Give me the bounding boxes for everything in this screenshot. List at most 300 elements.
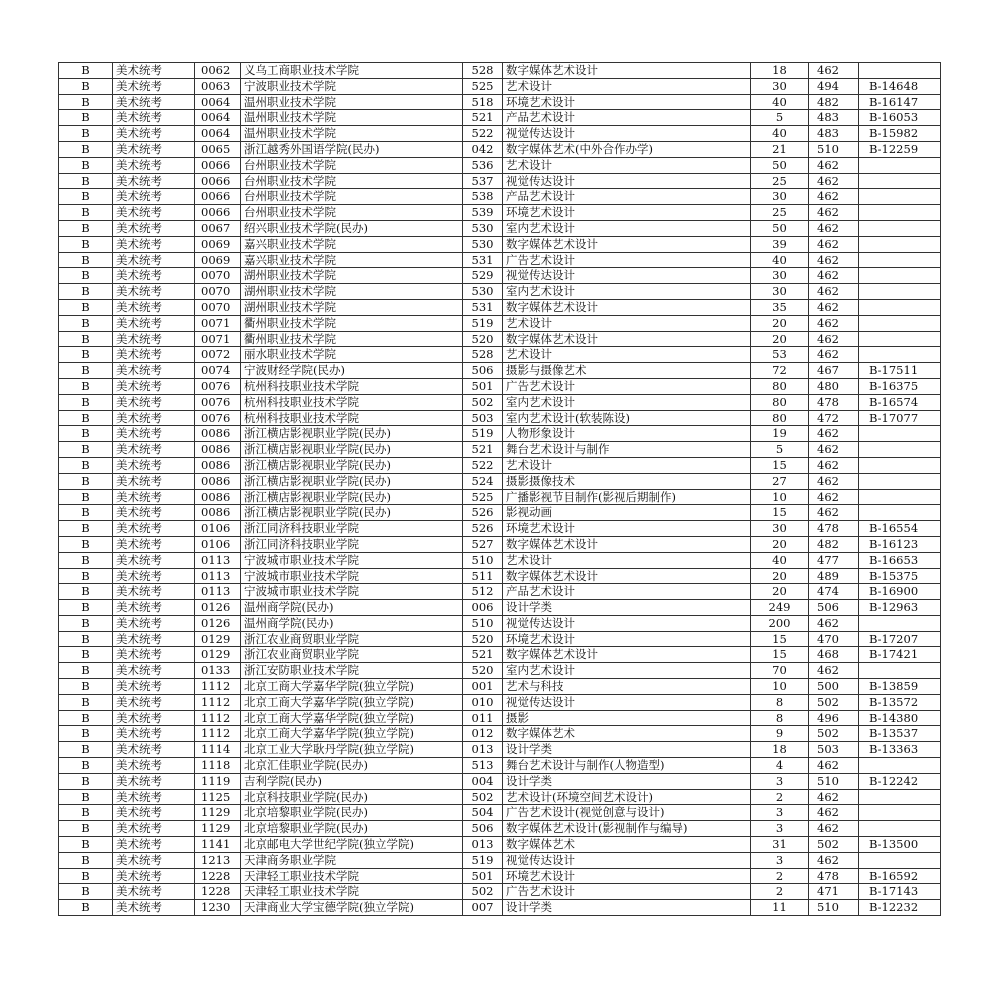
plan-count-cell: 5 — [751, 442, 809, 458]
school-code-cell: 0133 — [195, 663, 241, 679]
major-name-cell: 艺术与科技 — [503, 679, 751, 695]
category-cell: 美术统考 — [113, 868, 195, 884]
category-cell: 美术统考 — [113, 884, 195, 900]
category-cell: 美术统考 — [113, 789, 195, 805]
plan-count-cell: 20 — [751, 331, 809, 347]
admission-table-sheet — [58, 62, 940, 916]
min-score-cell: 462 — [809, 347, 859, 363]
table-row — [59, 410, 941, 426]
school-code-cell: 1112 — [195, 710, 241, 726]
category-cell: 美术统考 — [113, 536, 195, 552]
table-row — [59, 110, 941, 126]
major-code-cell: 013 — [463, 742, 503, 758]
major-code-cell: 511 — [463, 568, 503, 584]
school-name-cell: 天津轻工职业技术学院 — [241, 868, 463, 884]
category-cell: 美术统考 — [113, 457, 195, 473]
major-code-cell: 530 — [463, 220, 503, 236]
batch-cell: B — [59, 331, 113, 347]
school-name-cell: 北京邮电大学世纪学院(独立学院) — [241, 837, 463, 853]
plan-count-cell: 10 — [751, 489, 809, 505]
batch-cell: B — [59, 789, 113, 805]
batch-cell: B — [59, 884, 113, 900]
batch-cell: B — [59, 568, 113, 584]
school-code-cell: 0126 — [195, 600, 241, 616]
school-code-cell: 0113 — [195, 584, 241, 600]
rank-cell: B-12242 — [859, 773, 941, 789]
category-cell: 美术统考 — [113, 394, 195, 410]
rank-cell — [859, 426, 941, 442]
school-code-cell: 1228 — [195, 884, 241, 900]
plan-count-cell: 18 — [751, 742, 809, 758]
plan-count-cell: 80 — [751, 378, 809, 394]
major-code-cell: 001 — [463, 679, 503, 695]
major-code-cell: 527 — [463, 536, 503, 552]
min-score-cell: 472 — [809, 410, 859, 426]
category-cell: 美术统考 — [113, 837, 195, 853]
batch-cell: B — [59, 457, 113, 473]
plan-count-cell: 19 — [751, 426, 809, 442]
school-code-cell: 0086 — [195, 426, 241, 442]
major-name-cell: 数字媒体艺术设计 — [503, 299, 751, 315]
rank-cell — [859, 615, 941, 631]
rank-cell — [859, 63, 941, 79]
school-code-cell: 1119 — [195, 773, 241, 789]
rank-cell: B-13500 — [859, 837, 941, 853]
category-cell: 美术统考 — [113, 315, 195, 331]
min-score-cell: 480 — [809, 378, 859, 394]
major-code-cell: 536 — [463, 157, 503, 173]
major-code-cell: 510 — [463, 552, 503, 568]
category-cell: 美术统考 — [113, 821, 195, 837]
school-name-cell: 天津商务职业学院 — [241, 852, 463, 868]
major-code-cell: 006 — [463, 600, 503, 616]
category-cell: 美术统考 — [113, 600, 195, 616]
category-cell: 美术统考 — [113, 299, 195, 315]
school-code-cell: 0129 — [195, 631, 241, 647]
category-cell: 美术统考 — [113, 805, 195, 821]
table-row — [59, 694, 941, 710]
school-name-cell: 浙江横店影视职业学院(民办) — [241, 473, 463, 489]
major-code-cell: 538 — [463, 189, 503, 205]
category-cell: 美术统考 — [113, 584, 195, 600]
major-code-cell: 539 — [463, 205, 503, 221]
rank-cell: B-16053 — [859, 110, 941, 126]
major-code-cell: 525 — [463, 78, 503, 94]
batch-cell: B — [59, 426, 113, 442]
rank-cell — [859, 505, 941, 521]
plan-count-cell: 80 — [751, 394, 809, 410]
school-code-cell: 1125 — [195, 789, 241, 805]
plan-count-cell: 21 — [751, 141, 809, 157]
school-code-cell: 1112 — [195, 679, 241, 695]
major-name-cell: 室内艺术设计 — [503, 663, 751, 679]
min-score-cell: 462 — [809, 489, 859, 505]
min-score-cell: 462 — [809, 663, 859, 679]
batch-cell: B — [59, 805, 113, 821]
table-row — [59, 205, 941, 221]
major-name-cell: 设计学类 — [503, 900, 751, 916]
min-score-cell: 489 — [809, 568, 859, 584]
major-code-cell: 506 — [463, 363, 503, 379]
batch-cell: B — [59, 220, 113, 236]
min-score-cell: 462 — [809, 205, 859, 221]
table-row — [59, 189, 941, 205]
category-cell: 美术统考 — [113, 552, 195, 568]
batch-cell: B — [59, 363, 113, 379]
category-cell: 美术统考 — [113, 726, 195, 742]
category-cell: 美术统考 — [113, 615, 195, 631]
school-name-cell: 北京工商大学嘉华学院(独立学院) — [241, 679, 463, 695]
plan-count-cell: 30 — [751, 521, 809, 537]
table-row — [59, 805, 941, 821]
major-code-cell: 510 — [463, 615, 503, 631]
min-score-cell: 462 — [809, 315, 859, 331]
min-score-cell: 462 — [809, 442, 859, 458]
school-code-cell: 0076 — [195, 410, 241, 426]
batch-cell: B — [59, 78, 113, 94]
school-name-cell: 嘉兴职业技术学院 — [241, 252, 463, 268]
table-row — [59, 773, 941, 789]
admission-table — [58, 62, 941, 916]
table-row — [59, 584, 941, 600]
rank-cell — [859, 220, 941, 236]
batch-cell: B — [59, 157, 113, 173]
plan-count-cell: 20 — [751, 568, 809, 584]
major-name-cell: 广播影视节目制作(影视后期制作) — [503, 489, 751, 505]
school-name-cell: 浙江安防职业技术学院 — [241, 663, 463, 679]
school-code-cell: 0071 — [195, 331, 241, 347]
school-code-cell: 0072 — [195, 347, 241, 363]
school-code-cell: 0086 — [195, 489, 241, 505]
table-row — [59, 600, 941, 616]
major-name-cell: 广告艺术设计(视觉创意与设计) — [503, 805, 751, 821]
major-name-cell: 广告艺术设计 — [503, 884, 751, 900]
major-code-cell: 518 — [463, 94, 503, 110]
batch-cell: B — [59, 505, 113, 521]
school-name-cell: 北京工业大学耿丹学院(独立学院) — [241, 742, 463, 758]
major-code-cell: 537 — [463, 173, 503, 189]
batch-cell: B — [59, 663, 113, 679]
school-name-cell: 湖州职业技术学院 — [241, 299, 463, 315]
min-score-cell: 462 — [809, 189, 859, 205]
min-score-cell: 468 — [809, 647, 859, 663]
major-name-cell: 室内艺术设计(软装陈设) — [503, 410, 751, 426]
batch-cell: B — [59, 868, 113, 884]
plan-count-cell: 50 — [751, 220, 809, 236]
table-row — [59, 394, 941, 410]
major-code-cell: 522 — [463, 457, 503, 473]
school-code-cell: 0070 — [195, 268, 241, 284]
category-cell: 美术统考 — [113, 773, 195, 789]
major-name-cell: 产品艺术设计 — [503, 110, 751, 126]
min-score-cell: 494 — [809, 78, 859, 94]
school-name-cell: 杭州科技职业技术学院 — [241, 410, 463, 426]
major-name-cell: 数字媒体艺术设计 — [503, 236, 751, 252]
major-name-cell: 人物形象设计 — [503, 426, 751, 442]
plan-count-cell: 40 — [751, 252, 809, 268]
category-cell: 美术统考 — [113, 663, 195, 679]
school-name-cell: 北京培黎职业学院(民办) — [241, 805, 463, 821]
table-row — [59, 505, 941, 521]
batch-cell: B — [59, 299, 113, 315]
major-name-cell: 数字媒体艺术设计 — [503, 63, 751, 79]
table-row — [59, 378, 941, 394]
plan-count-cell: 20 — [751, 315, 809, 331]
school-name-cell: 温州职业技术学院 — [241, 110, 463, 126]
major-code-cell: 519 — [463, 315, 503, 331]
min-score-cell: 502 — [809, 837, 859, 853]
rank-cell: B-17143 — [859, 884, 941, 900]
min-score-cell: 462 — [809, 615, 859, 631]
school-name-cell: 浙江横店影视职业学院(民办) — [241, 489, 463, 505]
table-row — [59, 726, 941, 742]
rank-cell — [859, 173, 941, 189]
min-score-cell: 478 — [809, 394, 859, 410]
table-row — [59, 884, 941, 900]
plan-count-cell: 18 — [751, 63, 809, 79]
batch-cell: B — [59, 837, 113, 853]
table-row — [59, 837, 941, 853]
plan-count-cell: 3 — [751, 852, 809, 868]
rank-cell — [859, 805, 941, 821]
major-name-cell: 广告艺术设计 — [503, 252, 751, 268]
school-code-cell: 0106 — [195, 536, 241, 552]
school-code-cell: 1129 — [195, 805, 241, 821]
table-row — [59, 126, 941, 142]
table-row — [59, 852, 941, 868]
school-code-cell: 0066 — [195, 189, 241, 205]
min-score-cell: 462 — [809, 331, 859, 347]
plan-count-cell: 15 — [751, 457, 809, 473]
min-score-cell: 462 — [809, 457, 859, 473]
min-score-cell: 478 — [809, 868, 859, 884]
min-score-cell: 483 — [809, 126, 859, 142]
min-score-cell: 462 — [809, 284, 859, 300]
table-row — [59, 631, 941, 647]
school-name-cell: 台州职业技术学院 — [241, 205, 463, 221]
major-code-cell: 525 — [463, 489, 503, 505]
min-score-cell: 462 — [809, 805, 859, 821]
school-name-cell: 宁波职业技术学院 — [241, 78, 463, 94]
category-cell: 美术统考 — [113, 205, 195, 221]
rank-cell — [859, 347, 941, 363]
school-code-cell: 0063 — [195, 78, 241, 94]
min-score-cell: 478 — [809, 521, 859, 537]
school-name-cell: 丽水职业技术学院 — [241, 347, 463, 363]
category-cell: 美术统考 — [113, 268, 195, 284]
school-name-cell: 浙江横店影视职业学院(民办) — [241, 457, 463, 473]
batch-cell: B — [59, 647, 113, 663]
category-cell: 美术统考 — [113, 173, 195, 189]
batch-cell: B — [59, 315, 113, 331]
table-row — [59, 284, 941, 300]
major-code-cell: 042 — [463, 141, 503, 157]
rank-cell: B-16653 — [859, 552, 941, 568]
table-row — [59, 173, 941, 189]
min-score-cell: 510 — [809, 900, 859, 916]
category-cell: 美术统考 — [113, 410, 195, 426]
min-score-cell: 462 — [809, 268, 859, 284]
major-name-cell: 数字媒体艺术 — [503, 726, 751, 742]
plan-count-cell: 15 — [751, 647, 809, 663]
rank-cell: B-15375 — [859, 568, 941, 584]
major-code-cell: 530 — [463, 284, 503, 300]
major-name-cell: 产品艺术设计 — [503, 584, 751, 600]
school-code-cell: 0076 — [195, 394, 241, 410]
batch-cell: B — [59, 900, 113, 916]
major-code-cell: 502 — [463, 884, 503, 900]
plan-count-cell: 50 — [751, 157, 809, 173]
rank-cell — [859, 205, 941, 221]
school-name-cell: 绍兴职业技术学院(民办) — [241, 220, 463, 236]
category-cell: 美术统考 — [113, 236, 195, 252]
table-row — [59, 94, 941, 110]
school-name-cell: 浙江同济科技职业学院 — [241, 521, 463, 537]
batch-cell: B — [59, 126, 113, 142]
table-row — [59, 679, 941, 695]
table-row — [59, 536, 941, 552]
plan-count-cell: 25 — [751, 173, 809, 189]
rank-cell: B-16592 — [859, 868, 941, 884]
major-name-cell: 摄影 — [503, 710, 751, 726]
plan-count-cell: 8 — [751, 710, 809, 726]
table-row — [59, 315, 941, 331]
major-name-cell: 舞台艺术设计与制作(人物造型) — [503, 758, 751, 774]
batch-cell: B — [59, 63, 113, 79]
category-cell: 美术统考 — [113, 378, 195, 394]
table-row — [59, 473, 941, 489]
major-code-cell: 521 — [463, 110, 503, 126]
major-code-cell: 007 — [463, 900, 503, 916]
rank-cell: B-16900 — [859, 584, 941, 600]
rank-cell: B-17511 — [859, 363, 941, 379]
rank-cell: B-14380 — [859, 710, 941, 726]
min-score-cell: 462 — [809, 426, 859, 442]
batch-cell: B — [59, 852, 113, 868]
plan-count-cell: 2 — [751, 868, 809, 884]
major-name-cell: 数字媒体艺术 — [503, 837, 751, 853]
plan-count-cell: 3 — [751, 805, 809, 821]
category-cell: 美术统考 — [113, 220, 195, 236]
plan-count-cell: 249 — [751, 600, 809, 616]
category-cell: 美术统考 — [113, 252, 195, 268]
school-name-cell: 宁波财经学院(民办) — [241, 363, 463, 379]
min-score-cell: 482 — [809, 536, 859, 552]
school-code-cell: 0086 — [195, 473, 241, 489]
batch-cell: B — [59, 252, 113, 268]
school-name-cell: 浙江横店影视职业学院(民办) — [241, 442, 463, 458]
school-code-cell: 0086 — [195, 505, 241, 521]
batch-cell: B — [59, 536, 113, 552]
batch-cell: B — [59, 94, 113, 110]
plan-count-cell: 70 — [751, 663, 809, 679]
school-code-cell: 0067 — [195, 220, 241, 236]
school-code-cell: 1112 — [195, 726, 241, 742]
category-cell: 美术统考 — [113, 126, 195, 142]
batch-cell: B — [59, 284, 113, 300]
table-row — [59, 821, 941, 837]
major-name-cell: 数字媒体艺术设计 — [503, 647, 751, 663]
min-score-cell: 462 — [809, 236, 859, 252]
min-score-cell: 503 — [809, 742, 859, 758]
major-code-cell: 513 — [463, 758, 503, 774]
category-cell: 美术统考 — [113, 647, 195, 663]
table-row — [59, 347, 941, 363]
major-name-cell: 室内艺术设计 — [503, 394, 751, 410]
school-code-cell: 0069 — [195, 236, 241, 252]
plan-count-cell: 200 — [751, 615, 809, 631]
major-name-cell: 视觉传达设计 — [503, 173, 751, 189]
major-code-cell: 521 — [463, 442, 503, 458]
plan-count-cell: 3 — [751, 773, 809, 789]
category-cell: 美术统考 — [113, 189, 195, 205]
batch-cell: B — [59, 347, 113, 363]
school-name-cell: 台州职业技术学院 — [241, 157, 463, 173]
table-row — [59, 742, 941, 758]
rank-cell — [859, 663, 941, 679]
major-code-cell: 519 — [463, 426, 503, 442]
school-code-cell: 1141 — [195, 837, 241, 853]
min-score-cell: 462 — [809, 173, 859, 189]
rank-cell: B-17207 — [859, 631, 941, 647]
school-name-cell: 嘉兴职业技术学院 — [241, 236, 463, 252]
rank-cell: B-13537 — [859, 726, 941, 742]
major-code-cell: 012 — [463, 726, 503, 742]
category-cell: 美术统考 — [113, 900, 195, 916]
rank-cell: B-13572 — [859, 694, 941, 710]
min-score-cell: 462 — [809, 157, 859, 173]
school-code-cell: 0086 — [195, 442, 241, 458]
rank-cell — [859, 315, 941, 331]
rank-cell: B-12259 — [859, 141, 941, 157]
major-code-cell: 520 — [463, 663, 503, 679]
school-code-cell: 1114 — [195, 742, 241, 758]
min-score-cell: 500 — [809, 679, 859, 695]
school-code-cell: 0113 — [195, 552, 241, 568]
major-name-cell: 影视动画 — [503, 505, 751, 521]
school-name-cell: 天津轻工职业技术学院 — [241, 884, 463, 900]
school-code-cell: 0076 — [195, 378, 241, 394]
school-code-cell: 0066 — [195, 205, 241, 221]
batch-cell: B — [59, 141, 113, 157]
plan-count-cell: 72 — [751, 363, 809, 379]
rank-cell — [859, 789, 941, 805]
school-code-cell: 0065 — [195, 141, 241, 157]
school-code-cell: 0129 — [195, 647, 241, 663]
rank-cell — [859, 758, 941, 774]
major-name-cell: 设计学类 — [503, 600, 751, 616]
table-row — [59, 141, 941, 157]
major-name-cell: 设计学类 — [503, 773, 751, 789]
min-score-cell: 474 — [809, 584, 859, 600]
batch-cell: B — [59, 473, 113, 489]
plan-count-cell: 35 — [751, 299, 809, 315]
major-name-cell: 环境艺术设计 — [503, 205, 751, 221]
rank-cell — [859, 236, 941, 252]
rank-cell — [859, 331, 941, 347]
school-name-cell: 北京工商大学嘉华学院(独立学院) — [241, 726, 463, 742]
min-score-cell: 502 — [809, 726, 859, 742]
category-cell: 美术统考 — [113, 363, 195, 379]
major-name-cell: 艺术设计 — [503, 347, 751, 363]
major-name-cell: 数字媒体艺术设计 — [503, 568, 751, 584]
table-row — [59, 615, 941, 631]
major-name-cell: 环境艺术设计 — [503, 868, 751, 884]
table-row — [59, 868, 941, 884]
category-cell: 美术统考 — [113, 284, 195, 300]
min-score-cell: 462 — [809, 852, 859, 868]
table-row — [59, 647, 941, 663]
